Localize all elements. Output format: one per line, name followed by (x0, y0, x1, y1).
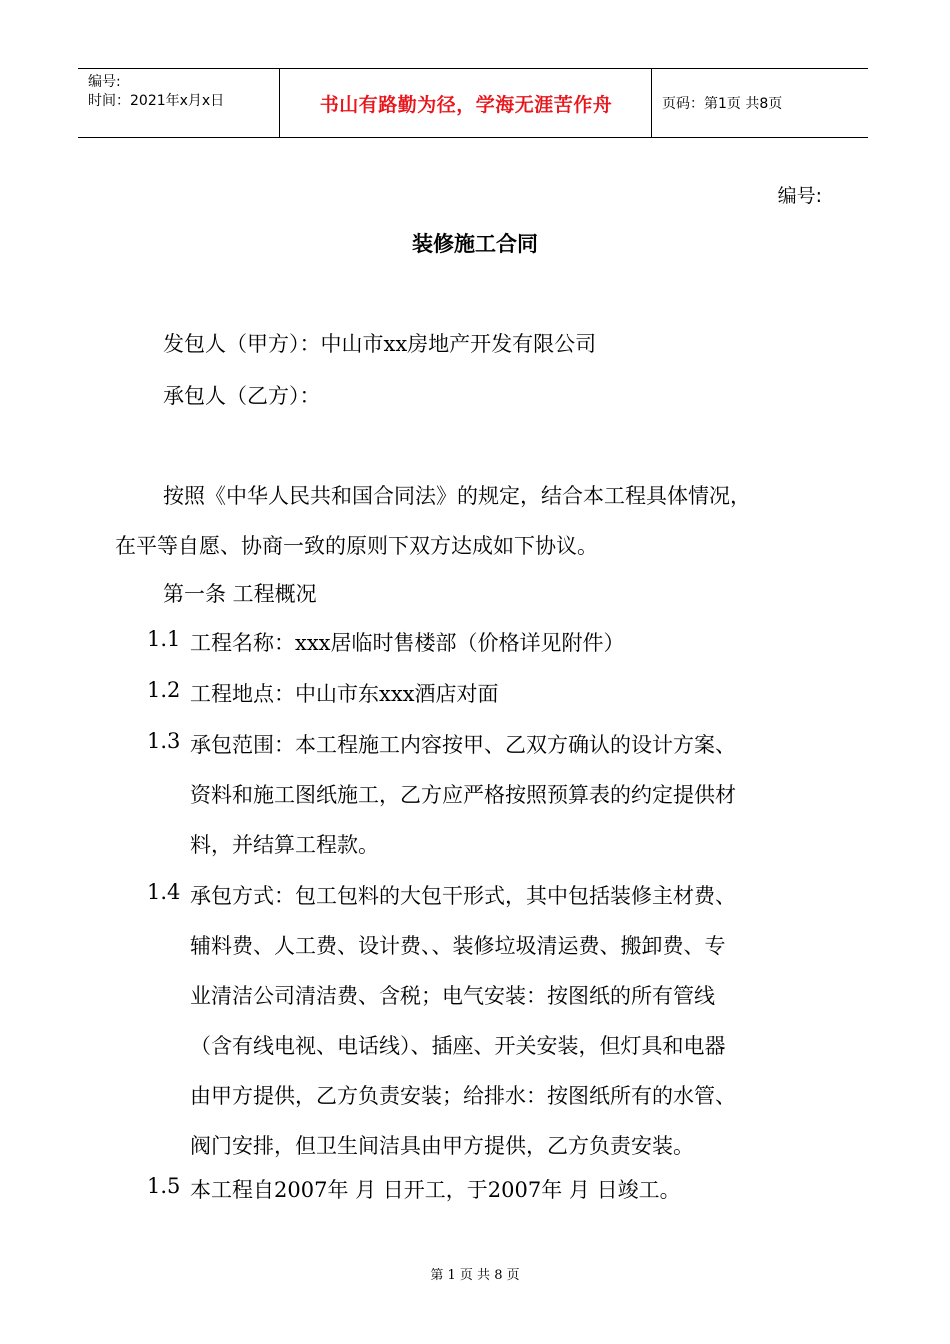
clause-text-line: 由甲方提供，乙方负责安装；给排水：按图纸所有的水管、 (190, 1084, 736, 1108)
header-number-label: 编号: (88, 74, 121, 90)
clause-text-line: 承包方式：包工包料的大包干形式，其中包括装修主材费、 (190, 884, 736, 908)
clause-text-line: 辅料费、人工费、设计费、、装修垃圾清运费、搬卸费、专 (190, 934, 726, 958)
section-heading: 第一条 工程概况 (163, 582, 317, 606)
header-meta (88, 73, 224, 111)
header-divider (651, 69, 652, 137)
document-title: 装修施工合同 (412, 232, 538, 256)
clause-text-line: 业清洁公司清洁费、含税；电气安装：按图纸的所有管线 (190, 984, 715, 1008)
clause-number: 1.4 (147, 880, 181, 904)
clause-text-line: 料，并结算工程款。 (190, 833, 379, 857)
clause-text-line: 资料和施工图纸施工，乙方应严格按照预算表的约定提供材 (190, 783, 736, 807)
clause-text-line: （含有线电视、电话线）、插座、开关安装，但灯具和电器 (190, 1034, 726, 1058)
page-header (78, 68, 868, 138)
clause-text-line: 阀门安排，但卫生间洁具由甲方提供，乙方负责安装。 (190, 1134, 694, 1158)
party-a-line: 发包人（甲方）：中山市xx房地产开发有限公司 (163, 332, 597, 356)
header-time-label: 时间：2021年x月x日 (88, 93, 225, 109)
clause-number: 1.2 (147, 678, 181, 702)
clause-text-line: 工程地点：中山市东xxx酒店对面 (190, 682, 499, 706)
clause-number: 1.3 (147, 729, 181, 753)
header-motto: 书山有路勤为径，学海无涯苦作舟 (319, 93, 613, 116)
party-b-line: 承包人（乙方）： (163, 384, 321, 408)
clause-number: 1.1 (147, 627, 181, 651)
header-page-info: 页码：第1页 共8页 (662, 96, 783, 112)
document-number-label: 编号: (777, 185, 822, 207)
page-footer: 第 1 页 共 8 页 (430, 1268, 520, 1283)
intro-paragraph-line: 在平等自愿、协商一致的原则下双方达成如下协议。 (115, 534, 598, 558)
intro-paragraph-line: 按照《中华人民共和国合同法》的规定，结合本工程具体情况， (163, 484, 751, 508)
clause-text-line: 工程名称：xxx居临时售楼部（价格详见附件） (190, 631, 625, 655)
clause-number: 1.5 (147, 1174, 181, 1198)
clause-text-line: 承包范围：本工程施工内容按甲、乙双方确认的设计方案、 (190, 733, 736, 757)
clause-text-line: 本工程自2007年 月 日开工，于2007年 月 日竣工。 (190, 1178, 681, 1202)
